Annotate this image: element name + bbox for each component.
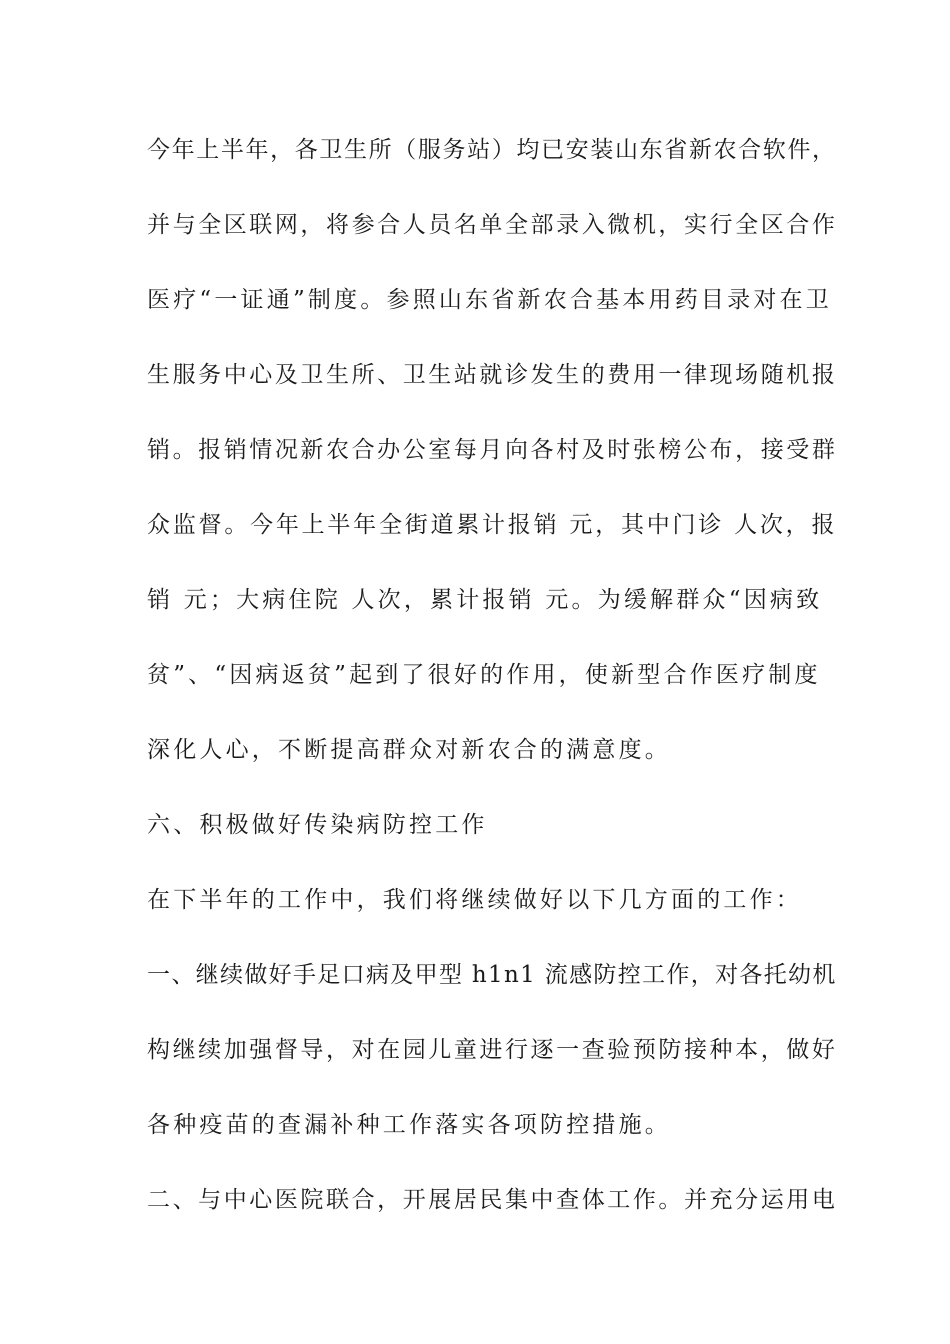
text-line-8: 贫”、“因病返贫”起到了很好的作用，使新型合作医疗制度 bbox=[147, 662, 821, 688]
text-line-13: 构继续加强督导，对在园儿童进行逐一查验预防接种本，做好 bbox=[147, 1037, 838, 1063]
text-line-15: 二、与中心医院联合，开展居民集中查体工作。并充分运用电 bbox=[147, 1187, 838, 1213]
text-line-12: 一、继续做好手足口病及甲型 h1n1 流感防控工作，对各托幼机 bbox=[147, 962, 837, 988]
text-line-2: 并与全区联网，将参合人员名单全部录入微机，实行全区合作 bbox=[147, 212, 838, 238]
text-line-11: 在下半年的工作中，我们将继续做好以下几方面的工作： bbox=[147, 887, 802, 913]
text-line-9: 深化人心，不断提高群众对新农合的满意度。 bbox=[147, 737, 671, 763]
text-line-4: 生服务中心及卫生所、卫生站就诊发生的费用一律现场随机报 bbox=[147, 362, 838, 388]
text-line-14: 各种疫苗的查漏补种工作落实各项防控措施。 bbox=[147, 1112, 671, 1138]
text-line-3: 医疗“一证通”制度。参照山东省新农合基本用药目录对在卫 bbox=[147, 287, 832, 313]
text-line-6: 众监督。今年上半年全街道累计报销 元，其中门诊 人次，报 bbox=[147, 512, 838, 538]
text-line-7: 销 元；大病住院 人次，累计报销 元。为缓解群众“因病致 bbox=[147, 587, 823, 613]
text-line-5: 销。报销情况新农合办公室每月向各村及时张榜公布，接受群 bbox=[147, 437, 838, 463]
text-line-1: 今年上半年，各卫生所（服务站）均已安装山东省新农合软件， bbox=[147, 137, 837, 163]
section-heading-6: 六、积极做好传染病防控工作 bbox=[147, 812, 488, 838]
